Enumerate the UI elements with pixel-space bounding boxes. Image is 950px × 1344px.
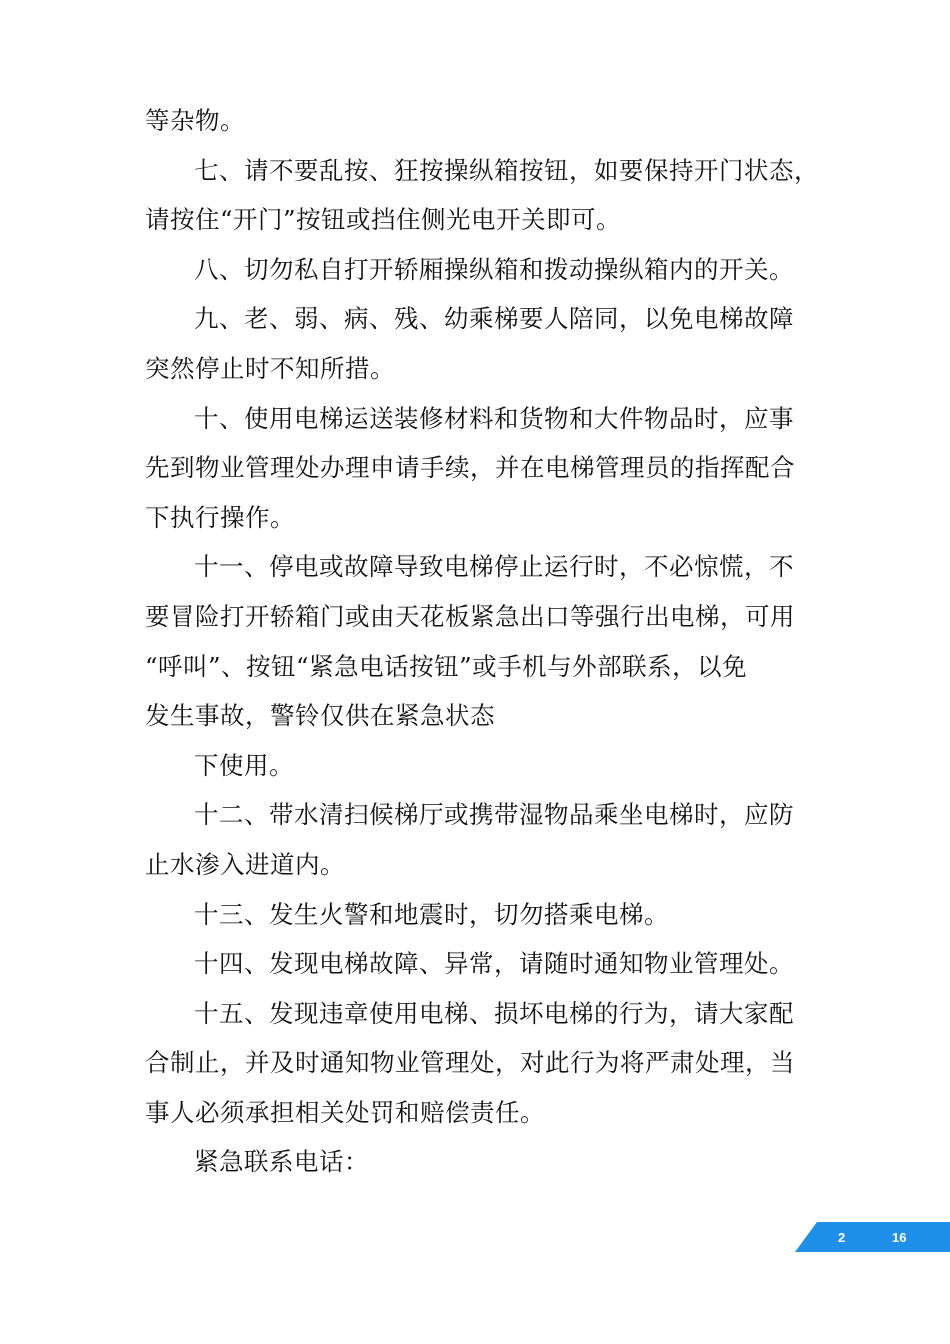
text-line: 十四、发现电梯故障、异常，请随时通知物业管理处。: [194, 949, 794, 979]
text-line: 事人必须承担相关处罚和赔偿责任。: [145, 1097, 545, 1127]
text-line: 十、使用电梯运送装修材料和货物和大件物品时，应事: [194, 403, 794, 433]
text-line: 七、请不要乱按、狂按操纵箱按钮，如要保持开门状态，: [194, 155, 819, 185]
text-line: 十一、停电或故障导致电梯停止运行时，不必惊慌，不: [194, 552, 794, 582]
text-line: 发生事故，警铃仅供在紧急状态: [145, 701, 495, 731]
text-line: 八、切勿私自打开轿厢操纵箱和拨动操纵箱内的开关。: [194, 254, 794, 284]
text-line: 突然停止时不知所措。: [145, 353, 395, 383]
text-line: 合制止，并及时通知物业管理处，对此行为将严肃处理，当: [145, 1048, 795, 1078]
text-line: 下使用。: [194, 750, 294, 780]
text-line: 先到物业管理处办理申请手续，并在电梯管理员的指挥配合: [145, 453, 795, 483]
text-line: 止水渗入进道内。: [145, 849, 345, 879]
text-line: 下执行操作。: [145, 502, 295, 532]
text-line: 请按住“开门”按钮或挡住侧光电开关即可。: [145, 205, 622, 235]
text-line: 紧急联系电话：: [194, 1147, 369, 1177]
text-line: “呼叫”、按钮“紧急电话按钮”或手机与外部联系，以免: [145, 651, 748, 681]
text-line: 要冒险打开轿箱门或由天花板紧急出口等强行出电梯，可用: [145, 601, 795, 631]
current-page-number: 2: [838, 1230, 846, 1245]
text-line: 九、老、弱、病、残、幼乘梯要人陪同，以免电梯故障: [194, 304, 794, 334]
text-line: 十三、发生火警和地震时，切勿搭乘电梯。: [194, 899, 669, 929]
text-line: 等杂物。: [145, 106, 245, 135]
text-line: 十五、发现违章使用电梯、损坏电梯的行为，请大家配: [194, 998, 794, 1028]
document-body: [145, 96, 819, 1187]
page-footer-bar: [795, 1222, 950, 1252]
text-line: 十二、带水清扫候梯厅或携带湿物品乘坐电梯时，应防: [194, 800, 794, 830]
total-pages-number: 16: [892, 1230, 907, 1245]
